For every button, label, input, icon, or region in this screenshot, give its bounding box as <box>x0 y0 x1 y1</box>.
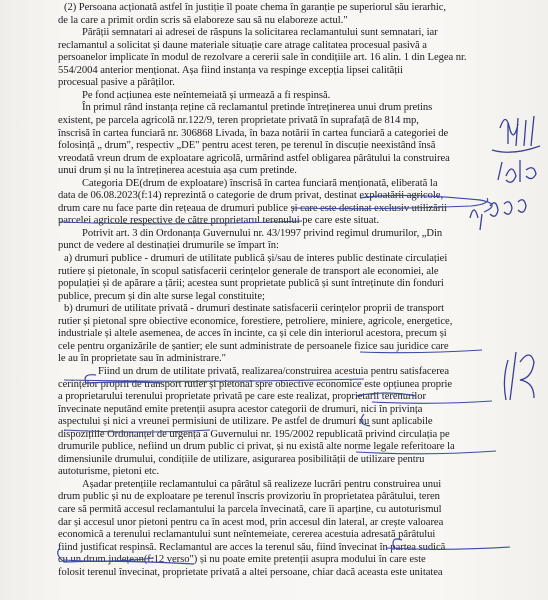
margin-note-2 <box>498 160 536 182</box>
document-line: unui drum și nu la întreținerea acestuia așa cum pretinde. <box>58 165 297 177</box>
document-line: autoturisme, pietoni etc. <box>58 466 160 478</box>
document-line: dispozițiile Ordonanței de urgență a Guvernului nr. 195/2002 republicată privind circulația pe <box>58 428 450 440</box>
document-line: b) drumuri de utilitate privată - drumuri destinate satisfacerii cerințelor proprii de transport <box>64 303 444 315</box>
document-line: dar și accesul unor pietoni pentru ca în acest mod, prin accesul din lateral, ar crește valoarea <box>58 516 444 528</box>
document-line: Pe fond acțiunea este neîntemeiată și urmează a fi respinsă. <box>82 89 331 101</box>
document-line: existent, pe parcela agricolă nr.122/9, teren proprietate privată în suprafață de 814 mp, <box>58 114 419 126</box>
document-line: publice, precum și din alte surse legal constituite; <box>58 290 265 302</box>
document-line: aspectului și nici a vreunei permisiuni de utilizare. Pe astfel de drumuri nu sunt aplicabile <box>58 416 433 428</box>
document-line: data de 06.08.2023(f:14) reprezintă o categorie de drum privat, destinat exploatării agricole, <box>58 190 444 202</box>
margin-note-1 <box>492 116 540 152</box>
document-line: Așadar pretențiile reclamantului ca pârâtul să realizeze lucrări pentru construirea unui <box>82 478 442 490</box>
document-line: persoanelor implicate în modul de rezolvare a cererii sale în condițiile art. 16 alin. 1 din Legea nr. <box>58 52 467 64</box>
document-line: vreodată vreun drum de exploatare agricolă, urmărind astfel obligarea pârâtului la construirea <box>58 152 450 164</box>
document-line: punct de vedere al destinației drumurile se împart în: <box>58 240 279 252</box>
document-line: 554/2004 anterior menționat. Așa fiind instanța va respinge excepția lipsei calității <box>58 64 403 76</box>
document-line: reclamantul a solicitat și daune materiale situație care atrage calitatea procesual pasivă a <box>58 39 427 51</box>
document-line: Fiind un drum de utilitate privată, realizarea/construirea acestuia pentru satisfacerea <box>98 365 449 377</box>
document-line: folosit terenul învecinat, proprietate privată a altei persoane, chiar dacă aceasta este unitatea <box>58 566 443 578</box>
document-line: rutiere și pietonale, în scopul satisfacerii cerințelor generale de transport ale economiei, ale <box>58 265 439 277</box>
document-line: populației și de apărare a țării; acestea sunt proprietate publică și sunt întreținute din fonduri <box>58 278 444 290</box>
document-line: cerințelor proprii de transport rutier și pietonal spre obiective economice este opțiunea proprie <box>58 378 453 390</box>
document-line: drumurile publice, nefiind un drum public ci privat, și nu există alte norme legale referitoare la <box>58 441 455 453</box>
document-line: Părâții semnatari ai adresei de răspuns la solicitarea reclamantului sunt semnatari, iar <box>82 27 438 39</box>
margin-note-3 <box>470 200 526 230</box>
document-line: cu un drum județean(f:12 verso") și nu poate emite pretenții asupra modului în care este <box>58 554 426 566</box>
document-line: de la care a primit ordin scris să elaboreze sau să nu elaboreze actul." <box>58 14 348 26</box>
document-line: Potrivit art. 3 din Ordonanța Guvernului nr. 43/1997 privind regimul drumurilor, „Din <box>82 227 443 239</box>
document-line: procesual pasive a pârâților. <box>58 77 175 89</box>
document-line: rutier și pietonal spre obiective economice, forestiere, petroliere, miniere, agricole, energetice, <box>58 315 453 327</box>
document-line: care să permită accesul reclamantului la parcela învecinată, care îi aparține, cu autoturismul <box>58 504 442 515</box>
document-line: drum public și nu de exploatare pe terenul înscris provizoriu în proprietatea pârâtului, teren <box>58 491 440 503</box>
document-line: a proprietarului terenului proprietate privată pe care este realizat, proprietarii terenurilor <box>58 391 426 403</box>
document-line: învecinate neputând emite pretenții asupra acestor categorii de drumuri, nici în privința <box>58 403 423 415</box>
document-line: Categoria DE(drum de exploatare) înscrisă în cartea funciară menționată, eliberată la <box>82 177 438 189</box>
document-line: economică a terenului reclamantului sunt neîntemeiate, cererea acestuia adresată pârâtului <box>58 529 436 541</box>
document-line: În primul rând instanța reține că reclamantul pretinde întreținerea unui drum pretins <box>82 102 433 114</box>
document-line: (2) Persoana acționată astfel în justiție îl poate chema în garanție pe superiorul său ierarhic, <box>64 2 447 13</box>
document-line: industriale și altele asemenea, de acces în incinte, ca și cele din interiorul acestora, precum și <box>58 328 447 340</box>
document-line: drum care nu face parte din rețeaua de drumuri publice și care este destinat exclusiv utilizării <box>58 202 448 214</box>
margin-note-4 <box>504 352 534 400</box>
document-line: folosință „ drum", respectiv „DE" pentru acest teren, pe terenul în discuție neexistând însă <box>58 140 436 152</box>
document-line: fiind justificat respinsă. Reclamantul are acces la terenul său, fiind învecinat în partea sudică <box>58 541 446 553</box>
document-line: parcelei agricole respective de către proprietarul terenului pe care este situat. <box>58 215 379 227</box>
document-line: le au în proprietate sau în administrare." <box>58 353 226 365</box>
document-line: înscrisă în cartea funciară nr. 306868 Livada, în baza notării în cartea funciară a categoriei de <box>58 127 449 139</box>
document-line: cele pentru organizările de șantier; ele sunt administrate de persoanele fizice sau juridice care <box>58 340 449 352</box>
document-line: dimensiunile drumului, condițiile de utilizare, asigurarea posibilității de utilizare pentru <box>58 453 425 465</box>
document-line: a) drumuri publice - drumuri de utilitate publică și/sau de interes public destinate circulației <box>64 253 448 264</box>
